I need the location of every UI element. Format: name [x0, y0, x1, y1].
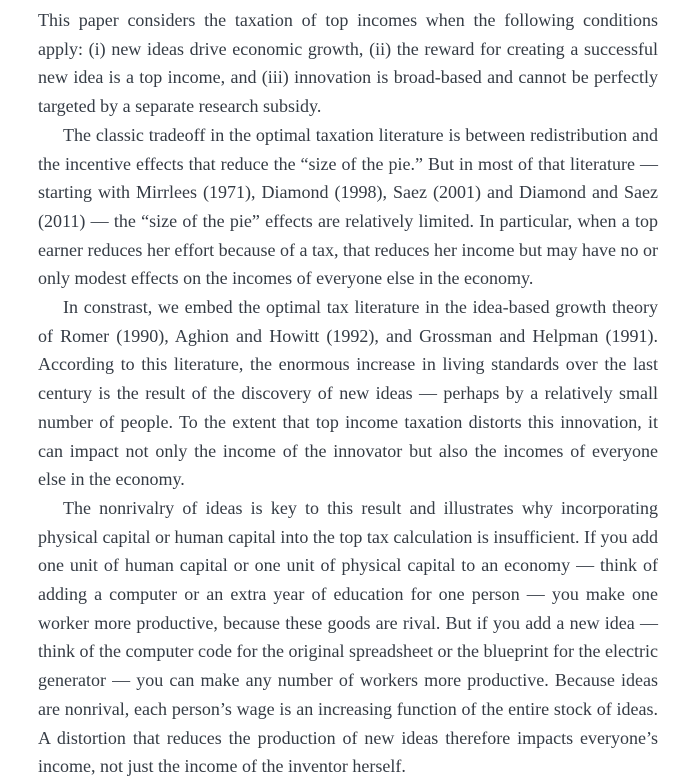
- paragraph-intro: This paper considers the taxation of top incomes when the following conditions apply: (i) new ideas drive economic growth, (ii) the reward for creating a successful new idea is a top income, and (iii) innovation is broad-based and cannot be perfectly targeted by a separate research subsidy.: [38, 10, 658, 117]
- paragraph-classic-tradeoff: The classic tradeoff in the optimal taxation literature is between redistribution and the incentive effects that reduce the “size of the pie.” But in most of that literature — starting with Mirrlees (1971), Diamond (1998), Saez (2001) and Diamond and Saez (2011) — the “size of the pie” effects are relatively limited. In particular, when a top earner reduces her effort because of a tax, that reduces her income but may have no or only modest effects on the incomes of everyone else in the economy.: [38, 124, 658, 289]
- paragraph-nonrivalry: The nonrivalry of ideas is key to this result and illustrates why incorporating physical capital or human capital into the top tax calculation is insufficient. If you add one unit of human capital or one unit of physical capital to an economy — think of adding a computer or an extra year of education for one person — you make one worker more productive, because these goods are rival. But if you add a new idea — think of the computer code for the original spreadsheet or the blueprint for the electric generator — you can make any number of workers more productive. Because ideas are nonrival, each person’s wage is an increasing function of the entire stock of ideas. A distortion that reduces the production of new ideas therefore impacts everyone’s income, not just the income of the inventor herself.: [38, 497, 658, 777]
- paper-body-text: [38, 6, 658, 781]
- paragraph-idea-based-growth: In constrast, we embed the optimal tax literature in the idea-based growth theory of Romer (1990), Aghion and Howitt (1992), and Grossman and Helpman (1991). According to this literature, the enormous increase in living standards over the last century is the result of the discovery of new ideas — perhaps by a relatively small number of people. To the extent that top income taxation distorts this innovation, it can impact not only the income of the innovator but also the incomes of everyone else in the economy.: [38, 297, 658, 490]
